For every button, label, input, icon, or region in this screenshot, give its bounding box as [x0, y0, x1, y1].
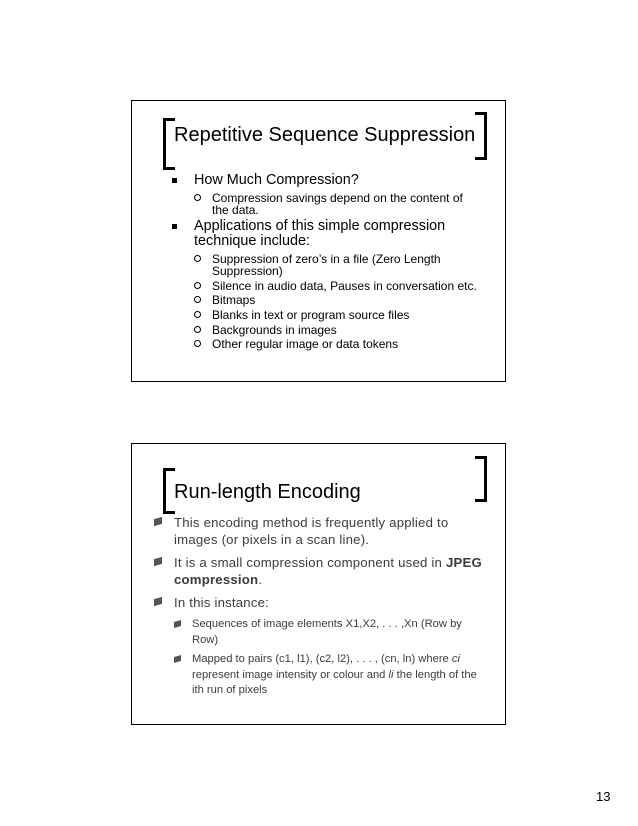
sub-bullet-text: Bitmaps [212, 293, 256, 308]
circle-bullet-icon [194, 255, 201, 262]
slide-body [170, 173, 482, 353]
bullet-text-start: It is a small compression component used in [174, 555, 446, 570]
bullet-item [170, 173, 482, 189]
sub-bullet-item [170, 253, 482, 278]
sub-bullet-text: Backgrounds in images [212, 322, 337, 337]
circle-bullet-icon [194, 282, 201, 289]
flag-bullet-icon [154, 557, 162, 566]
sub-bullet-item [170, 192, 482, 217]
circle-bullet-icon [194, 296, 201, 303]
bullet-text-end: . [258, 572, 263, 587]
slide-repetitive-sequence-suppression [131, 100, 506, 382]
sub-bullet-text-c: the length of the ith run of pixels [192, 668, 477, 696]
sub-bullet-item [170, 280, 482, 293]
square-bullet-icon [172, 224, 177, 229]
sub-bullet-text: Blanks in text or program source files [212, 308, 410, 323]
circle-bullet-icon [194, 326, 201, 333]
circle-bullet-icon [194, 311, 201, 318]
sub-bullet-text: Other regular image or data tokens [212, 337, 399, 352]
flag-bullet-icon [154, 517, 162, 526]
bullet-item [152, 514, 482, 548]
sub-bullet-italic-li: li [388, 668, 394, 681]
slide-title: Repetitive Sequence Suppression [174, 124, 476, 146]
sub-bullet-item [170, 324, 482, 337]
flag-bullet-icon [174, 620, 181, 628]
circle-bullet-icon [194, 340, 201, 347]
sub-bullet-item [170, 294, 482, 307]
right-bracket-decoration [475, 456, 487, 502]
bullet-text: How Much Compression? [194, 172, 359, 188]
flag-bullet-icon [154, 597, 162, 606]
sub-bullet-item [170, 338, 482, 351]
sub-bullet-text-a: Mapped to pairs (c1, l1), (c2, l2), . . . , (cn, ln) where [192, 653, 452, 665]
bullet-item [152, 594, 482, 611]
page-number: 13 [596, 789, 611, 804]
sub-bullet-item [170, 309, 482, 322]
bullet-text-bold: JPEG compression [174, 555, 482, 587]
sub-bullet-text: Sequences of image elements X1,X2, . . . ,Xn (Row by Row) [192, 618, 462, 646]
flag-bullet-icon [174, 655, 181, 663]
bullet-text: Applications of this simple compression technique include: [194, 217, 446, 250]
circle-bullet-icon [194, 194, 201, 201]
sub-bullet-text: Compression savings depend on the content of the data. [212, 190, 463, 218]
bullet-text: In this instance: [174, 595, 270, 610]
bullet-item [152, 554, 482, 588]
sub-bullet-item [152, 617, 482, 648]
square-bullet-icon [172, 178, 177, 183]
slide-title: Run-length Encoding [174, 481, 361, 503]
right-bracket-decoration [475, 112, 487, 160]
sub-bullet-text-b: represent image intensity or colour and [192, 668, 389, 681]
sub-bullet-item [152, 652, 482, 699]
slide-body [152, 514, 482, 703]
sub-bullet-italic-ci: ci [451, 653, 460, 665]
bullet-text: This encoding method is frequently applied to images (or pixels in a scan line). [174, 515, 449, 547]
sub-bullet-text: Silence in audio data, Pauses in conversation etc. [212, 278, 477, 293]
sub-bullet-text: Suppression of zero’s in a file (Zero Length Suppression) [212, 251, 441, 279]
bullet-item [170, 219, 482, 250]
slide-run-length-encoding [131, 443, 506, 725]
